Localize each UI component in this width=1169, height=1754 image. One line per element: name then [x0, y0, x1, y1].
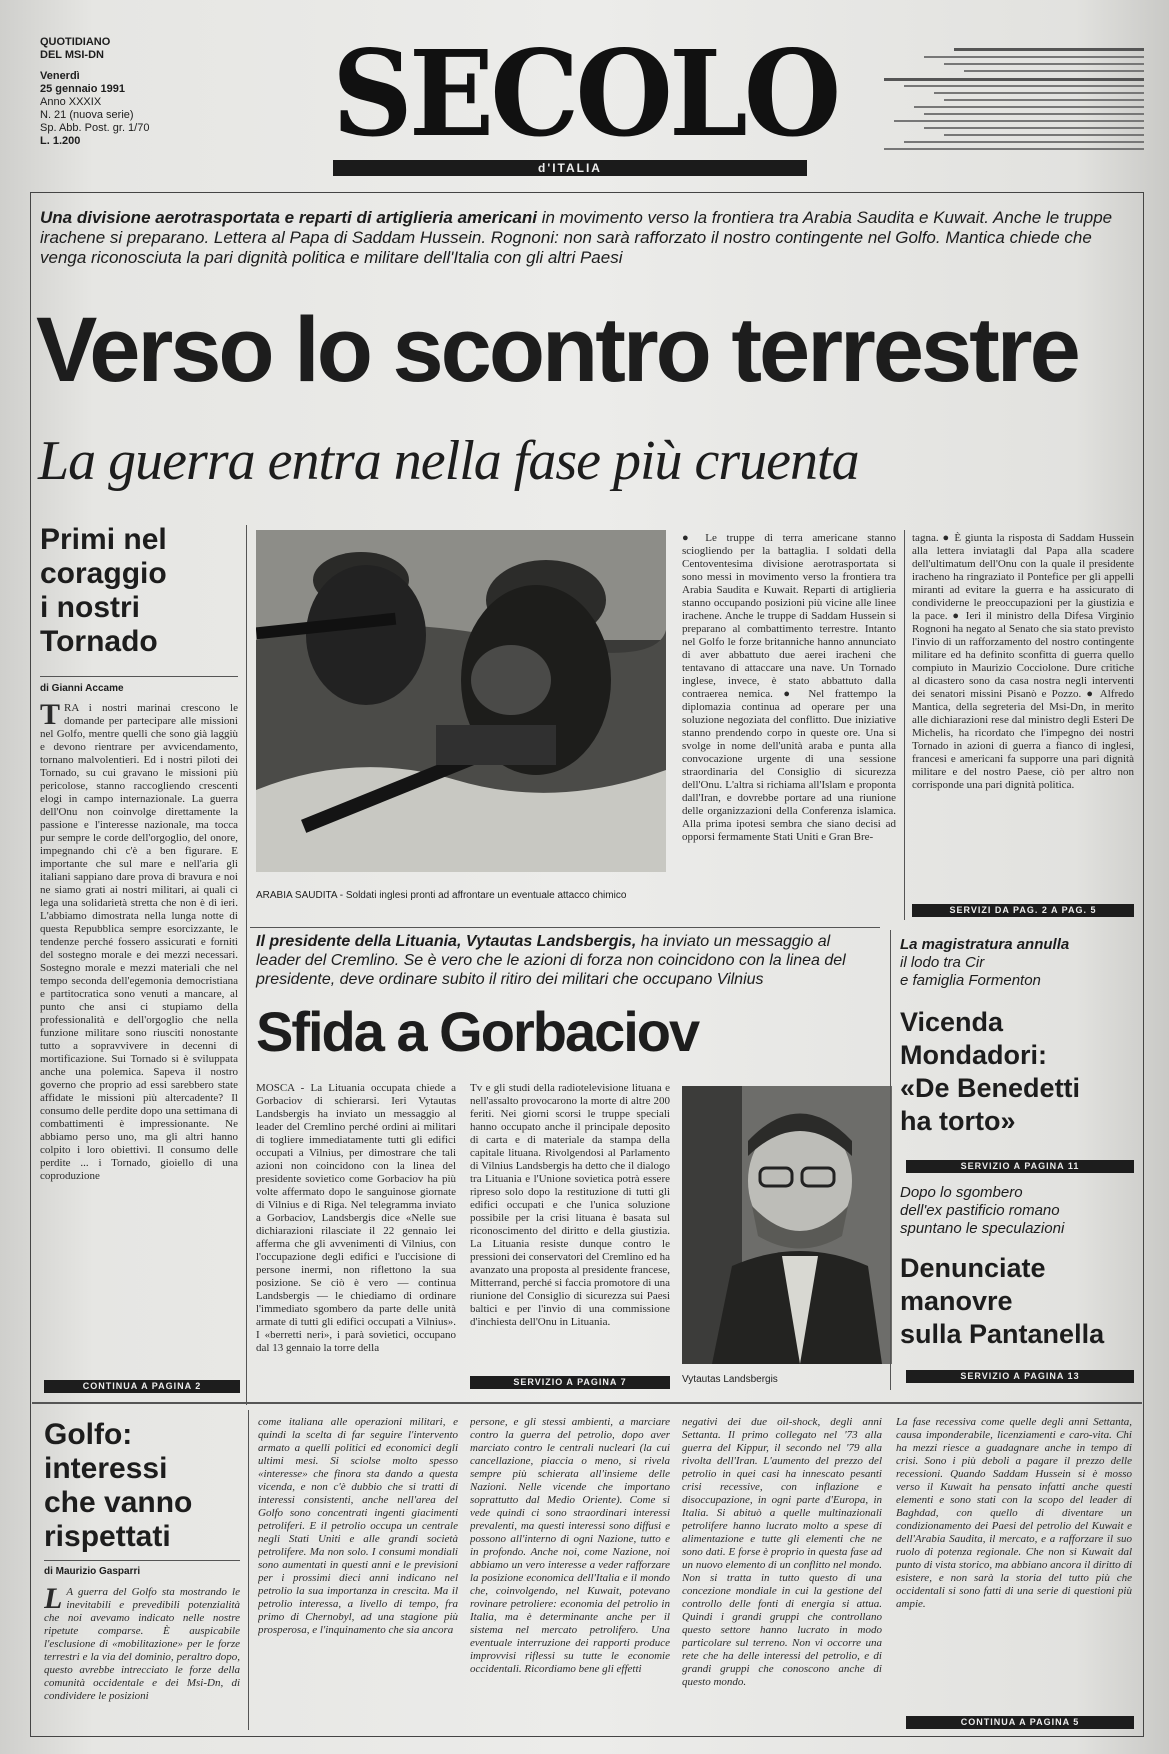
tornado-article	[40, 702, 238, 1372]
landsbergis-photo	[682, 1086, 892, 1364]
golfo-column-2: come italiana alle operazioni militari, e quindi la scelta di far seguire l'intervento armato a quelli politici ed economici degli ultimi mesi. Si sciolse molto spesso «interesse» che finora sta dando a questa vicenda, e non c'è dubbio che si tratti di interessi consistenti, anche nell'area del Golfo sono concentrati ingenti giacimenti petroliferi. E il petrolio occupa un centrale negli Stati Uniti e alle grandi società petrolifere. Ma non solo. I consumi mondiali sono aumentati in questi anni e le previsioni per i prossimi dieci anni indicano nel petrolio la sua importanza in crescita. Ma il petrolio interessa, a livello di tempo, fra primo di Chernobyl, ad una stagione più prosperosa, e l'inquinamento che sia ancora	[258, 1416, 458, 1636]
golfo-title-line: Golfo:	[44, 1418, 133, 1451]
column-divider	[246, 525, 247, 1405]
soldiers-photo-caption	[256, 890, 666, 902]
golfo-title-line: interessi	[44, 1452, 168, 1485]
lead-kicker	[40, 208, 1130, 268]
golfo-title-line: rispettati	[44, 1520, 171, 1553]
gorbaciov-column-1: MOSCA - La Lituania occupata chiede a Gorbaciov di schierarsi. Ieri Vytautas Landsbergis ha inviato un messaggio al leader del Cremlino perché ordini ai militari di togliere immediatamente tutti gli edifici occupati a Vilnius, per dimostrare che tali azioni non coincidono con la linea del presidente sovietico come Gorbaciov ha più volte affermato dopo le sanguinose giornate di Vilnius e di Riga. Nel telegramma inviato a Gorbaciov, Landsbergis dice «Nelle sue dichiarazioni rilasciate il 22 gennaio lei afferma che gli avvenimenti di Vilnius, con l'occupazione degli edifici e l'uccisione di persone inermi, non riflettono la sua posizione. Se ciò è vero — continua Landsbergis — le chiediamo di ordinare l'immediato sgombero da parte delle unità armate di tutti gli edifici occupati a Vilnius». I «berretti neri», i parà sovietici, occupano dal 13 gennaio la torre della	[256, 1082, 456, 1354]
golfo-title-line: che vanno	[44, 1486, 193, 1519]
logo-word: SECOLO	[332, 25, 838, 164]
logo-subtitle: d'ITALIA	[333, 160, 807, 176]
tornado-title-line: Tornado	[40, 625, 158, 658]
golfo-column-4: negativi dei due oil-shock, degli anni Settanta. Il primo collegato nel '73 alla guerra del Kippur, il secondo nel '79 alla rivolta dell'Iran. L'aumento del prezzo del petrolio in quei casi ha innescato pesanti crisi recessive, con inflazione e disoccupazione, in ogni parte d'Europa, in Italia. Si abituò a quelle multinazionali petrolifere hanno lucrato molto a spese di alimentazione e tutte gli elementi che ne sono dati. E forse è proprio in questa fase ad un nuovo elemento di un conflitto nel mondo. Non si tratta in tutto questo di una concezione mondiale in cui la gestione del controllo delle fonti di energia si attua. Quindi i grandi gruppi che controllano questo settore hanno lucrato in modo particolare sul terreno. Non vi occorre una rete che ha delle interessi del petrolio, e di grandi gruppi che conoscono anche di questo mondo.	[682, 1416, 882, 1688]
pantanella-title-line: sulla Pantanella	[900, 1319, 1105, 1349]
pantanella-kicker	[900, 1184, 1135, 1238]
lead-kicker-bold: Una divisione aerotrasportata e reparti di artiglieria americani	[40, 208, 537, 227]
caption-place: ARABIA SAUDITA	[256, 890, 337, 901]
masthead-info	[40, 36, 180, 148]
golfo-column-1	[44, 1586, 240, 1726]
mondadori-kicker-bold: La magistratura annulla	[900, 936, 1070, 953]
masthead-fine-print	[884, 40, 1146, 169]
pantanella-services-bar: SERVIZIO A PAGINA 13	[906, 1370, 1134, 1383]
masthead-date: 25 gennaio 1991	[40, 83, 125, 95]
fine-print-texture	[884, 40, 1146, 166]
gorbaciov-services-bar: SERVIZIO A PAGINA 7	[470, 1376, 670, 1389]
golfo-byline: di Maurizio Gasparri	[44, 1566, 141, 1577]
tornado-continue-bar: CONTINUA A PAGINA 2	[44, 1380, 240, 1393]
column-divider	[904, 530, 905, 920]
column-divider	[890, 930, 891, 1390]
golfo-column-3: persone, e gli stessi ambienti, a marciare contro la guerra del petrolio, dopo aver marciato contro le centrali nucleari (la cui cancellazione, piaccia o meno, si rivela sempre più schierata all'insieme delle Nazioni. Nelle vicende che importano soprattutto dal Medio Oriente). Come si vede quindi ci sono straordinari interessi prevalenti, ma questi interessi sono diffusi e possono all'interno di ogni Nazione, tutto e in profondo. Anche noi, come Nazione, noi abbiamo un vero interesse a veder rafforzare la posizione economica dell'Italia e il mondo che, coinvolgendo, nel Kuwait, potevano rovinare petroliere: economia del petrolio in Italia, ma è determinante anche per il sistema nel mercato petrolifero. Una eventuale interruzione dei rapporti produce improvvisi riflessi su tutte le economie occidentali. Ricordiamo bene gli effetti	[470, 1416, 670, 1675]
main-subheadline: La guerra entra nella fase più cruenta	[38, 430, 859, 492]
masthead-issue-2: N. 21 (nuova serie)	[40, 109, 134, 121]
mondadori-title-line: Vicenda	[900, 1007, 1004, 1037]
section-rule	[32, 1402, 1142, 1404]
masthead-weekday: Venerdì	[40, 70, 80, 82]
gorbaciov-kicker-bold: Il presidente della Lituania, Vytautas Landsbergis,	[256, 933, 637, 950]
war-news-services-bar: SERVIZI DA PAG. 2 A PAG. 5	[912, 904, 1134, 917]
war-news-column-2: tagna. ● È giunta la risposta di Saddam Hussein alla lettera inviatagli dal Papa alla scadere dell'ultimatum dell'Onu con la quale il presidente iracheno ha ringraziato il Pontefice per gli appelli miranti ad evitare la guerra e ha assicurato di condividerne le preoccupazioni per la giustizia e la pace. ● Ieri il ministro della Difesa Virginio Rognoni ha negato al Senato che sia stato previsto l'invio di un rafforzamento del nostro contingente militare ed ha definito sconfitta di guerra quello compiuto in Maurizio Cocciolone. Dure critiche al dicastero sono da casa nostra negli interventi dei senatori missini Pisanò e Pozzo. ● Alfredo Mantica, della segreteria del Msi-Dn, in merito alle dichiarazioni rese dal ministro degli Esteri De Michelis, ha ricordato che l'impegno dei nostri Tornado in azioni di guerra a fianco di inglesi, francesi e americani fa supporre una pari dignità militare e del nostro Paese, ciò per altro non corrisponde una pari dignità politica.	[912, 532, 1134, 791]
tornado-rule	[40, 676, 238, 677]
war-news-column-1: ● Le truppe di terra americane stanno sciogliendo per la battaglia. I soldati della Centoventesima divisione aerotrasportata si sono messi in movimento verso la frontiera tra Arabia Saudita e Kuwait. Reparti di artiglieria stanno occupando posizioni più vicine alle linee irachene. Anche le truppe di Saddam Hussein si preparano al combattimento terrestre. Intanto nel Golfo le forze britanniche hanno annunciato di aver abbattuto due aerei iracheni che tentavano di attaccare una nave. Un Tornado inglese, invece, è stato abbattuto dalla contraerea nemica. ● Nel frattempo la diplomazia continua ad operare per una soluzione negoziata del conflitto. Due iniziative stanno prendendo corpo in queste ore. Una si svolge in nome dell'unità araba e punta alla convocazione urgente di una sessione straordinaria del Consiglio di sicurezza dell'Onu. L'altra si richiama all'Islam e proponta dall'Iran, e dovrebbe portare ad una riunione delle organizzazioni della Conferenza islamica. Alla prima ipotesi sembra che siano decisi ad opporsi fermamente Stati Uniti e Gran Bre-	[682, 532, 896, 843]
tornado-title-line: Primi nel	[40, 523, 167, 556]
landsbergis-caption: Vytautas Landsbergis	[682, 1374, 778, 1385]
golfo-dropcap: L	[44, 1586, 63, 1615]
masthead-label-1: QUOTIDIANO	[40, 36, 111, 48]
mondadori-kicker-line: il lodo tra Cir	[900, 954, 985, 971]
pantanella-title-line: Denunciate	[900, 1253, 1046, 1283]
masthead-price: L. 1.200	[40, 135, 81, 147]
tornado-title	[40, 523, 240, 659]
tornado-byline: di Gianni Accame	[40, 683, 124, 694]
newspaper-logo	[332, 25, 838, 180]
masthead-issue-3: Sp. Abb. Post. gr. 1/70	[40, 122, 150, 134]
mondadori-title-line: ha torto»	[900, 1106, 1016, 1136]
golfo-continue-bar: CONTINUA A PAGINA 5	[906, 1716, 1134, 1729]
mondadori-title-line: «De Benedetti	[900, 1073, 1081, 1103]
tornado-title-line: coraggio	[40, 557, 167, 590]
mondadori-title	[900, 1006, 1135, 1138]
masthead-issue-1: Anno XXXIX	[40, 96, 102, 108]
gorbaciov-kicker	[256, 932, 876, 989]
mondadori-kicker	[900, 936, 1130, 990]
caption-text: - Soldati inglesi pronti ad affrontare un eventuale attacco chimico	[336, 890, 627, 901]
tornado-dropcap: T	[40, 702, 61, 731]
golfo-title	[44, 1418, 244, 1554]
golfo-body-1: A guerra del Golfo sta mostrando le inevitabili e prevedibili potenzialità che noi avevamo indicato nelle nostre ripetute comparse. È auspicabile l'esclusione di «mobilitazione» per le forze terrestri e la via del dominio, peraltro dopo, questo avrebbe intrecciato le forze della comunità occidentale e dei Msi-Dn, di condividere le posizioni	[44, 1586, 240, 1702]
gorbaciov-kicker-text: ha inviato un messaggio al leader del Cremlino. Se è vero che le azioni di forza non coincidono con la linea del presidente, deve ordinare subito il ritiro dei militari che occupano Vilnius	[256, 933, 846, 988]
pantanella-title-line: manovre	[900, 1286, 1013, 1316]
tornado-title-line: i nostri	[40, 591, 141, 624]
golfo-rule	[44, 1560, 240, 1561]
pantanella-kicker-line: spuntano le speculazioni	[900, 1220, 1065, 1237]
gorbaciov-column-2: Tv e gli studi della radiotelevisione lituana e nell'assalto provocarono la morte di altre 200 feriti. Nei giorni scorsi le truppe speciali hanno occupato anche il principale deposito di carta e di materiale da stampa della capitale lituana. Rivolgendosi al Parlamento di Vilnius Landsbergis ha detto che il dialogo tra Lituania e l'Unione sovietica potrà essere ripreso solo dopo la restituzione di tutti gli edifici occupati e che l'unica soluzione possibile per la crisi lituana è basata sul riconoscimento del diritto e della giustizia. La Lituania resiste dunque contro le pressioni dei conservatori del Cremlino ed ha avanzato una proposta al presidente francese, Mitterrand, perché si faccia promotore di una riunione del Consiglio di sicurezza sui Paesi baltici e per l'invio di una commissione d'inchiesta dell'Onu in Lituania.	[470, 1082, 670, 1328]
main-headline: Verso lo scontro terrestre	[36, 299, 1078, 401]
gorbaciov-headline: Sfida a Gorbaciov	[256, 1000, 699, 1063]
mondadori-title-line: Mondadori:	[900, 1040, 1047, 1070]
soldiers-photo-image	[256, 530, 666, 872]
pantanella-title	[900, 1252, 1140, 1351]
column-divider	[248, 1410, 249, 1730]
mondadori-services-bar: SERVIZIO A PAGINA 11	[906, 1160, 1134, 1173]
tornado-body: RA i nostri marinai crescono le domande per partecipare alle missioni nel Golfo, mentre quelli che sono già laggiù e devono rientrare per avvicendamento, tornano malvolentieri. Ed i nostri piloti dei Tornado, su cui gravano le missioni più pericolose, stanno raccogliendo crescenti elogi in campo internazionale. La guerra dell'Onu non coinvolge direttamente la passione e l'interesse nazionale, ma tocca pur sempre le corde dell'orgoglio, del onore, impegnando chi c'è a ben figurare. E importante che sul mare e nell'aria gli italiani sappiano dare prova di bravura e noi ne siamo grati ai nostri militari, ai quali ci lega una solidarietà stretta che non è di ieri. L'abbiamo dimostrata nella lunga notte di questa Repubblica sempre esorcizzante, le tendenze perché fossero assicurati e forniti del sostegno morale e dei mezzi necessari. Sostegno morale e mezzi materiali che nel tempo seconda dell'egemonia democristiana e partitocratica sono venuti a mancare, al punto che ansi ci stupiamo della professionalità e dell'orgoglio che nella funzione militare sono riusciti nonostante tutto a sopravvivere in decenni di mortificazione. Sui Tornado si è sviluppata anche una polemica. Sapeva il nostro governo che proprio ad essi sarebbero state affidate le missioni più altercadente? Il consumo delle perdite dopo una settimana di combattimenti è impressionante. Ne abbiamo perso uno, ma gli altri hanno colpito i loro obiettivi. Il consumo delle perdite ... i Tornado, gioiello di una coproduzione	[40, 702, 238, 1182]
mondadori-kicker-line: e famiglia Formenton	[900, 972, 1041, 989]
pantanella-kicker-line: dell'ex pastificio romano	[900, 1202, 1060, 1219]
section-rule	[250, 927, 880, 928]
golfo-column-5: La fase recessiva come quelle degli anni Settanta, causa imponderabile, licenziamenti e caro-vita. Chi ha mezzi riesce a guadagnare anche in tempo di crisi. Sono i più deboli a pagare il prezzo delle recessioni. Quando Saddam Hussein si è mosso verso il Kuwait ha pensato infatti anche questi elementi e sono stati con la scopo del leader di Baghdad, con quello di diventare un condizionamento dei Paesi del petrolio del Kuwait e dell'Arabia Saudita, il mercato, e a rafforzare il suo ruolo di potenza regionale. Che non si Kuwait dal punto di vista storico, ma abbiano ancora il diritto di esistere, e non sarà la storia del tutto più che occidentali si sono fatti di una serie di questioni più ampie.	[896, 1416, 1132, 1610]
pantanella-kicker-line: Dopo lo sgombero	[900, 1184, 1023, 1201]
lead-kicker-text: in movimento verso la frontiera tra Arabia Saudita e Kuwait. Anche le truppe irachene si preparano. Lettera al Papa di Saddam Hussein. Rognoni: non sarà rafforzato il nostro contingente nel Golfo. Mantica chiede che venga riconosciuta la pari dignità politica e militare dell'Italia con gli altri Paesi	[40, 208, 1113, 267]
soldiers-photo	[256, 530, 666, 872]
landsbergis-photo-image	[682, 1086, 892, 1364]
masthead-label-2: DEL MSI-DN	[40, 49, 104, 61]
